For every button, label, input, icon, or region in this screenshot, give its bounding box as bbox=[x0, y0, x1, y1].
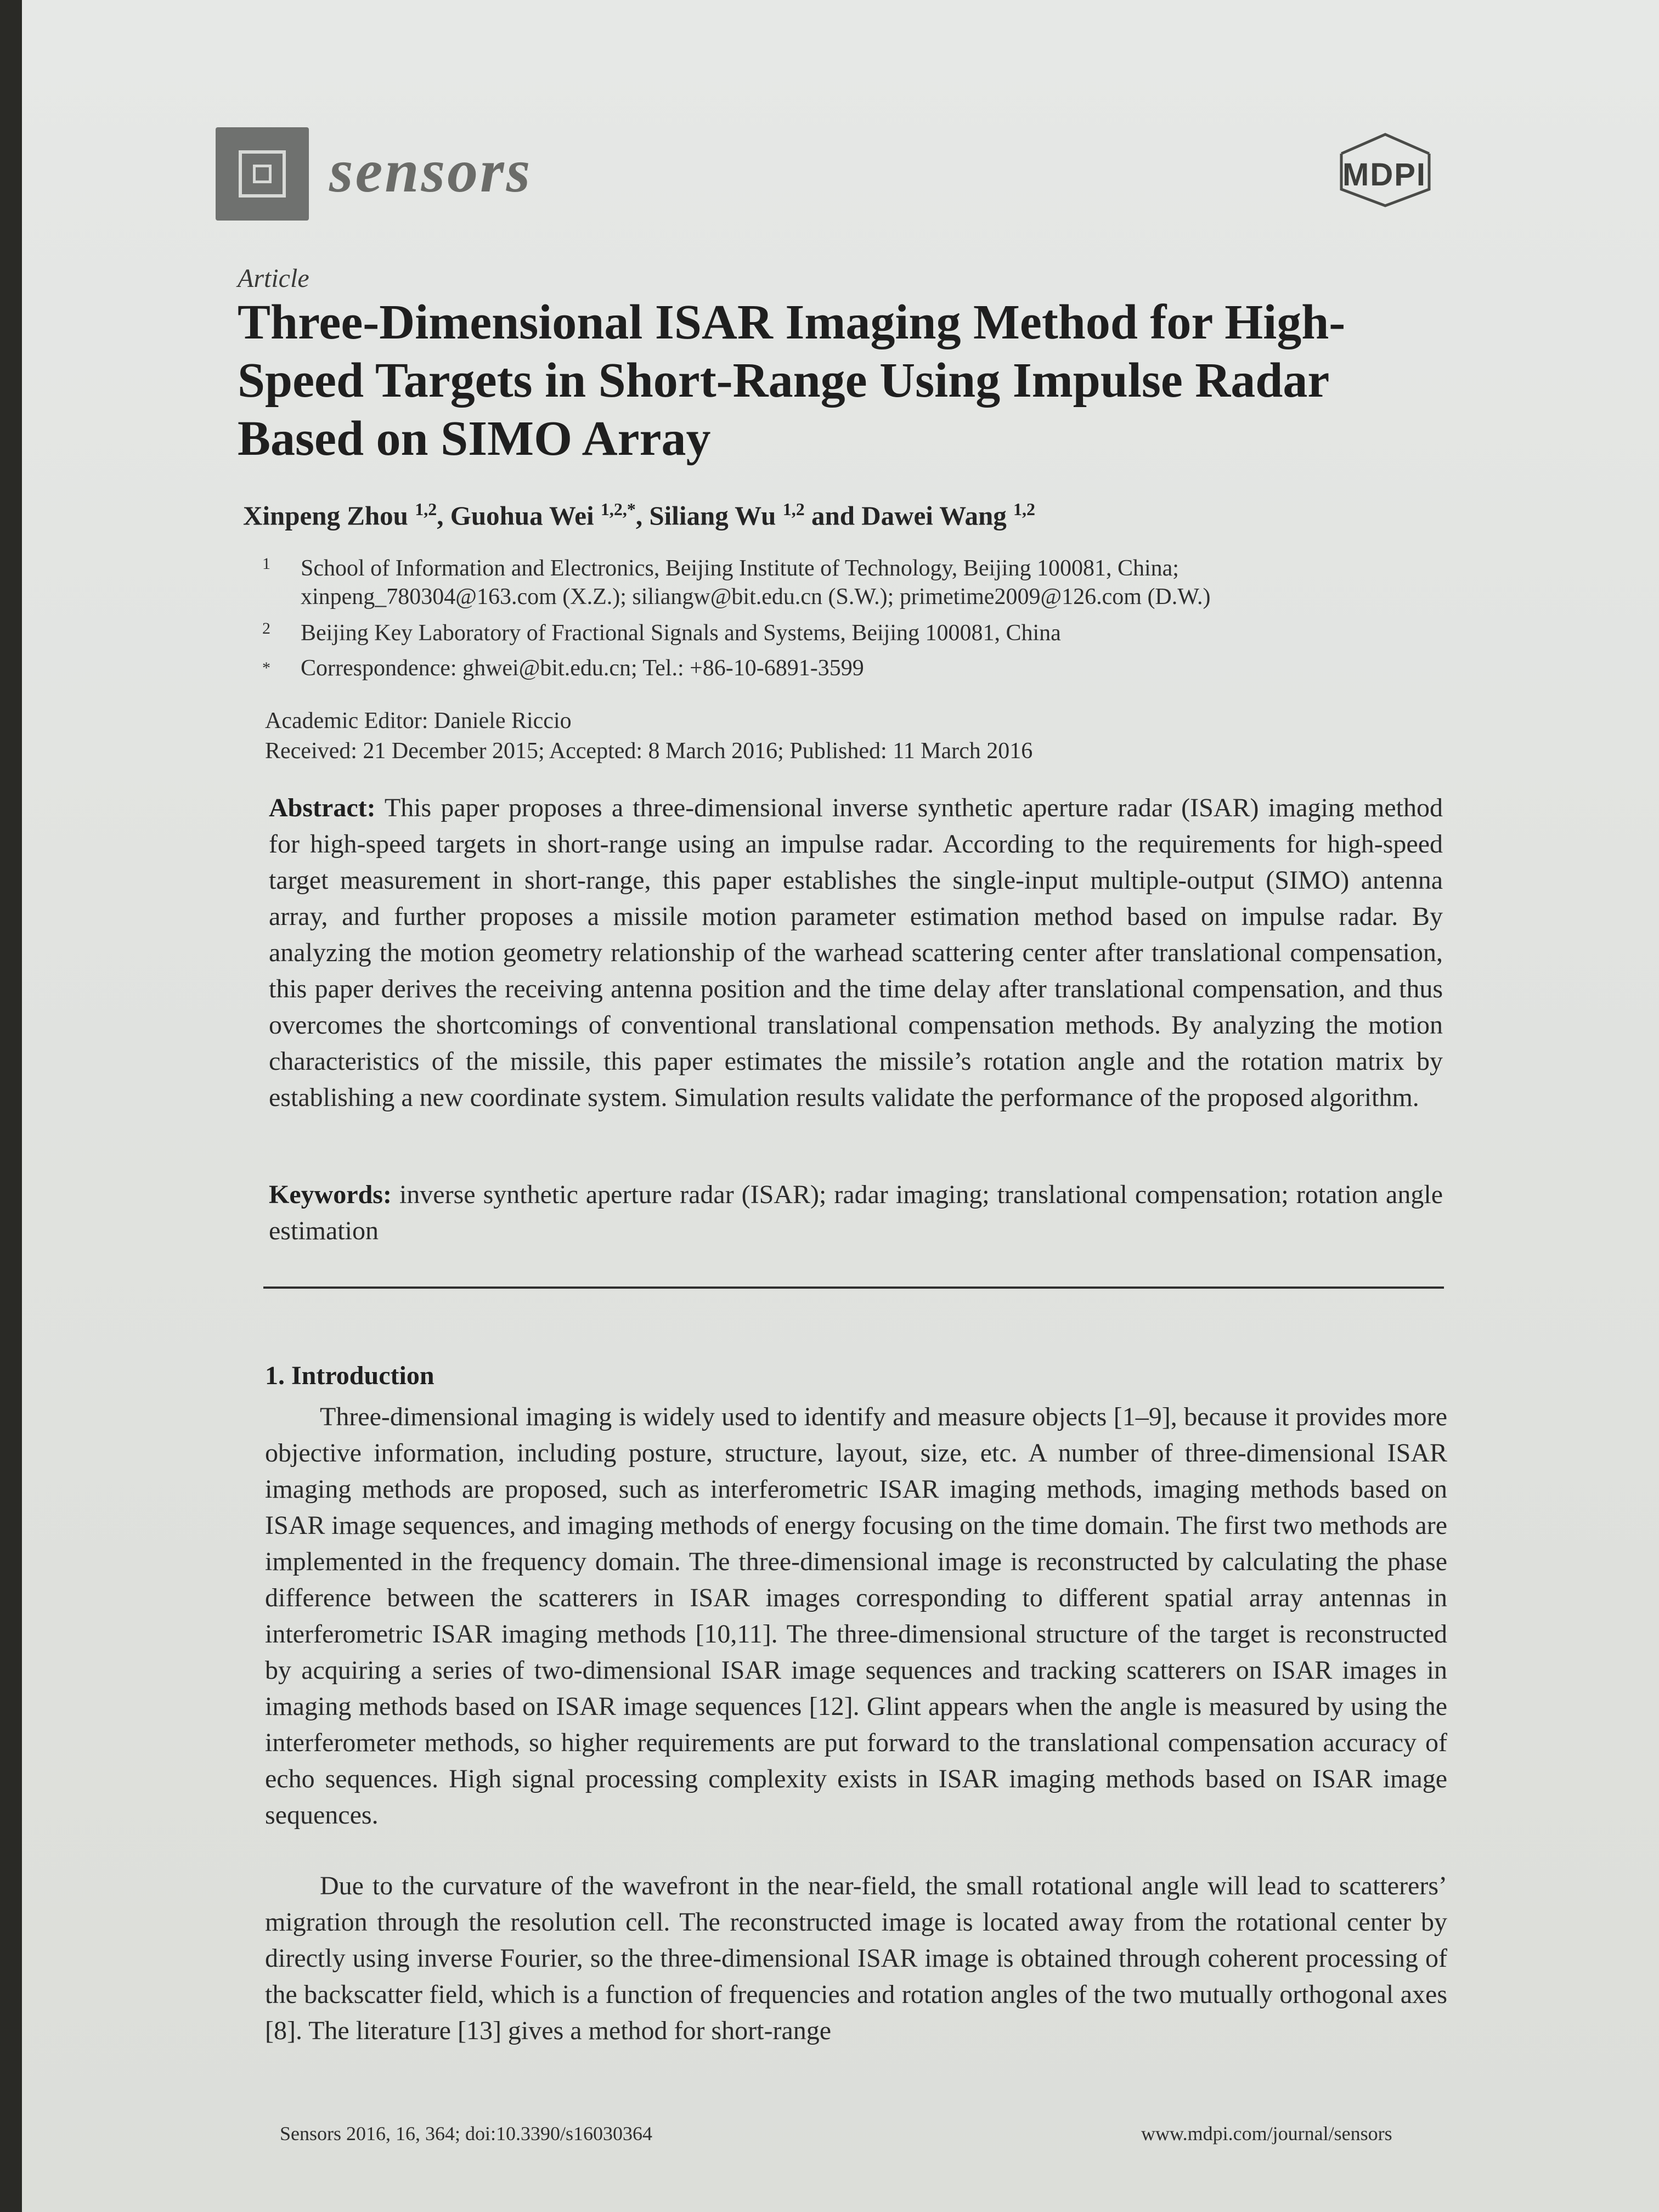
author-name: Xinpeng Zhou bbox=[243, 500, 408, 531]
publisher-name: MDPI bbox=[1342, 157, 1426, 193]
affiliation-emails: xinpeng_780304@163.com (X.Z.); siliangw@bit.edu.cn (S.W.); primetime2009@126.com (D.W.) bbox=[301, 584, 1211, 610]
intro-paragraph-2: Due to the curvature of the wavefront in the near-field, the small rotational angle will lead to scatterers’ migration through the resolution cell. The reconstructed image is located away from the rotational center by directly using inverse Fourier, so the three-dimensional ISAR image is obtained through coherent processing of the backscatter field, which is a function of frequencies and rotation angles of the two mutually orthogonal axes [8]. The literature [13] gives a method for short-range bbox=[265, 1871, 1447, 2045]
author-name: Siliang Wu bbox=[649, 500, 776, 531]
keywords-label: Keywords: bbox=[269, 1180, 392, 1209]
footer-url[interactable]: www.mdpi.com/journal/sensors bbox=[1141, 2123, 1392, 2145]
affiliation-line: Beijing Key Laboratory of Fractional Signals and Systems, Beijing 100081, China bbox=[301, 620, 1061, 646]
section-heading: 1. Introduction bbox=[265, 1361, 435, 1390]
keywords bbox=[269, 1177, 1443, 1249]
author-affiliation-marks: 1,2,* bbox=[600, 499, 636, 519]
abstract bbox=[269, 790, 1443, 1116]
paper-title: Three-Dimensional ISAR Imaging Method for High-Speed Targets in Short-Range Using Impulse Radar Based on SIMO Array bbox=[238, 295, 1346, 466]
chip-icon bbox=[239, 150, 286, 198]
author-name: Guohua Wei bbox=[450, 500, 594, 531]
correspondence-line: Correspondence: ghwei@bit.edu.cn; Tel.: +86-10-6891-3599 bbox=[301, 656, 864, 681]
intro-paragraph-1: Three-dimensional imaging is widely used to identify and measure objects [1–9], because it provides more objective information, including posture, structure, layout, size, etc. A number of three-dimensional ISAR imaging methods are proposed, such as interferometric ISAR imaging methods, imaging methods based on ISAR image sequences, and imaging methods of energy focusing on the time domain. The first two methods are implemented in the frequency domain. The three-dimensional image is reconstructed by calculating the phase difference between the scatterers in ISAR images corresponding to different spatial array antennas in interferometric ISAR imaging methods [10,11]. The three-dimensional structure of the target is reconstructed by acquiring a series of two-dimensional ISAR image sequences and tracking scatterers on ISAR images in imaging methods based on ISAR image sequences [12]. Glint appears when the angle is measured by using the interferometer methods, so higher requirements are put forward to the translational compensation accuracy of echo sequences. High signal processing complexity exists in ISAR imaging methods based on ISAR image sequences. bbox=[265, 1402, 1447, 1830]
academic-editor: Academic Editor: Daniele Riccio bbox=[265, 708, 572, 733]
article-type: Article bbox=[238, 264, 309, 293]
author-list: Xinpeng Zhou $^{1,2}$, Guohua Wei $^{1,2,*}$, Siliang Wu $^{1,2}$ and Dawei Wang $^{1,2}$ bbox=[243, 499, 1036, 531]
journal-logo bbox=[216, 127, 309, 221]
author-affiliation-marks: 1,2 bbox=[1013, 499, 1036, 519]
author-affiliation-marks: 1,2 bbox=[782, 499, 805, 519]
keywords-text: inverse synthetic aperture radar (ISAR); radar imaging; translational compensation; rotation angle estimation bbox=[269, 1180, 1443, 1245]
section-divider bbox=[263, 1286, 1444, 1289]
affiliation-line: School of Information and Electronics, Beijing Institute of Technology, Beijing 100081, China; bbox=[301, 556, 1179, 581]
author-name: Dawei Wang bbox=[861, 500, 1007, 531]
abstract-text: This paper proposes a three-dimensional inverse synthetic aperture radar (ISAR) imaging method for high-speed targets in short-range using an impulse radar. According to the requirements for high-speed target measurement in short-range, this paper establishes the single-input multiple-output (SIMO) antenna array, and further proposes a missile motion parameter estimation method based on impulse radar. By analyzing the motion geometry relationship of the warhead scattering center after translational compensation, this paper derives the receiving antenna position and the time delay after translational compensation, and thus overcomes the shortcomings of conventional translational compensation methods. By analyzing the motion characteristics of the missile, this paper estimates the missile’s rotation angle and the rotation matrix by establishing a new coordinate system. Simulation results validate the performance of the proposed algorithm. bbox=[269, 793, 1443, 1112]
abstract-label: Abstract: bbox=[269, 793, 376, 822]
journal-name: sensors bbox=[329, 137, 533, 205]
publication-dates: Received: 21 December 2015; Accepted: 8 March 2016; Published: 11 March 2016 bbox=[265, 738, 1033, 764]
footer-citation: Sensors 2016, 16, 364; doi:10.3390/s16030364 bbox=[280, 2123, 653, 2145]
author-affiliation-marks: 1,2 bbox=[415, 499, 437, 519]
